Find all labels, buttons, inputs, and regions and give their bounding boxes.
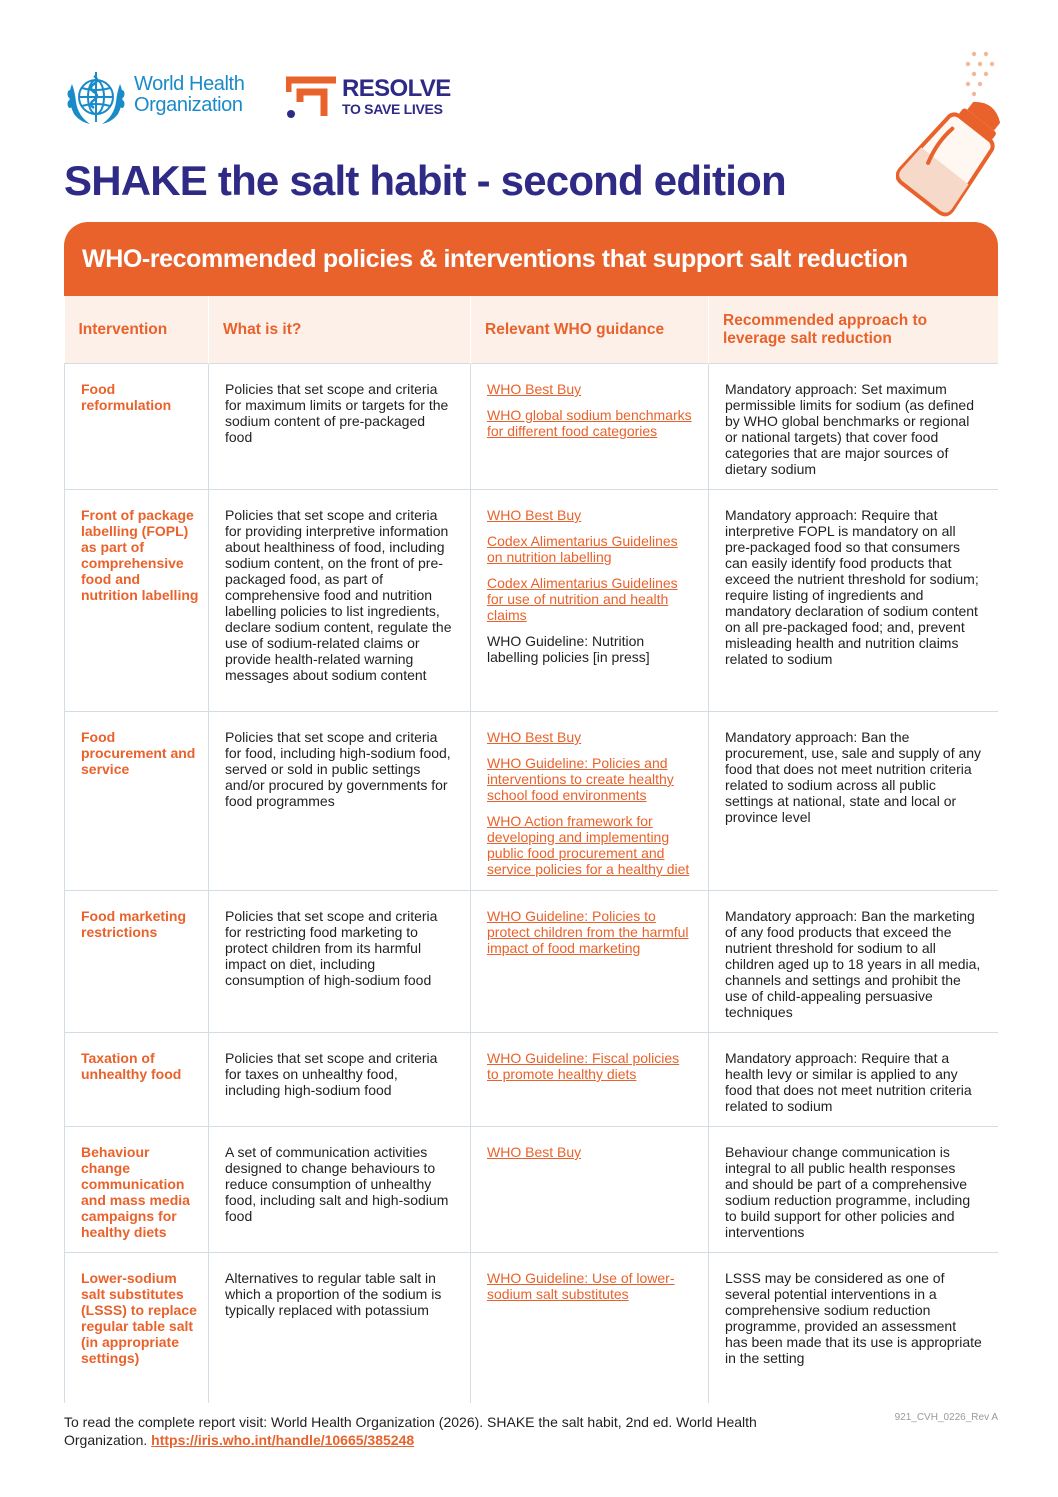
guidance-link[interactable]: WHO Action framework for developing and implementing public food procurement and service policies for a healthy diet: [487, 813, 690, 877]
table-row: [65, 1033, 999, 1127]
column-header-intervention: Intervention: [65, 296, 209, 364]
table-row: [65, 1253, 999, 1404]
approach-cell: Mandatory approach: Require that interpretive FOPL is mandatory on all pre-packaged food so that consumers can easily identify food products that exceed the nutrient threshold for sodium; require listing of ingredients and mandatory declaration of sodium content on all pre-packaged food; and, prevent misleading health and nutrition claims related to sodium: [709, 490, 999, 712]
guidance-link[interactable]: WHO Guideline: Use of lower-sodium salt substitutes: [487, 1270, 675, 1302]
guidance-link[interactable]: WHO Best Buy: [487, 507, 582, 523]
column-header-guidance: Relevant WHO guidance: [471, 296, 709, 364]
table-row: [65, 364, 999, 490]
who-emblem-icon: [64, 66, 128, 128]
rtsl-mark-icon: [286, 76, 338, 120]
guidance-link[interactable]: WHO Best Buy: [487, 1144, 582, 1160]
guidance-cell: [471, 1253, 709, 1404]
approach-cell: Mandatory approach: Ban the marketing of any food products that exceed the nutrient threshold for sodium to all children aged up to 18 years in all media, channels and settings and prohibit the use of child-appealing persuasive techniques: [709, 891, 999, 1033]
intervention-cell: Food procurement and service: [65, 712, 209, 891]
guidance-cell: [471, 1033, 709, 1127]
rtsl-wordmark-line1: RESOLVE: [342, 75, 451, 102]
what-cell: Policies that set scope and criteria for restricting food marketing to protect children from its harmful impact on diet, including consumption of high-sodium food: [209, 891, 471, 1033]
salt-shaker-icon: [896, 48, 1002, 218]
intervention-cell: Taxation of unhealthy food: [65, 1033, 209, 1127]
guidance-link[interactable]: WHO Guideline: Policies and interventions to create healthy school food environments: [487, 755, 674, 803]
what-cell: Policies that set scope and criteria for providing interpretive information about healthiness of food, including sodium content, on the front of pre-packaged food, as part of comprehensive food and nutrition labelling policies to list ingredients, declare sodium content, regulate the use of sodium-related claims or provide health-related warning messages about sodium content: [209, 490, 471, 712]
column-header-approach: Recommended approach to leverage salt reduction: [709, 296, 999, 364]
guidance-cell: [471, 1127, 709, 1253]
table-row: [65, 490, 999, 712]
what-cell: Policies that set scope and criteria for maximum limits or targets for the sodium content of pre-packaged food: [209, 364, 471, 490]
rtsl-logo[interactable]: [286, 76, 456, 122]
table-banner: WHO-recommended policies & interventions that support salt reduction: [64, 222, 998, 296]
what-cell: Policies that set scope and criteria for food, including high-sodium food, served or sold in public settings and/or procured by governments for food programmes: [209, 712, 471, 891]
guidance-link[interactable]: WHO Guideline: Fiscal policies to promote healthy diets: [487, 1050, 680, 1082]
table-header-row: [65, 296, 999, 364]
who-wordmark-line1: World Health: [134, 73, 245, 95]
who-wordmark: [134, 74, 244, 116]
page-title: SHAKE the salt habit - second edition: [64, 157, 786, 204]
guidance-link[interactable]: WHO Best Buy: [487, 381, 582, 397]
guidance-link[interactable]: Codex Alimentarius Guidelines for use of nutrition and health claims: [487, 575, 678, 623]
document-id: 921_CVH_0226_Rev A: [894, 1412, 998, 1423]
intervention-cell: Food reformulation: [65, 364, 209, 490]
report-link[interactable]: https://iris.who.int/handle/10665/385248: [151, 1432, 415, 1448]
guidance-cell: [471, 712, 709, 891]
what-cell: A set of communication activities designed to change behaviours to reduce consumption of unhealthy food, including salt and high-sodium food: [209, 1127, 471, 1253]
guidance-cell: [471, 891, 709, 1033]
rtsl-wordmark: [342, 76, 451, 117]
approach-cell: Mandatory approach: Set maximum permissible limits for sodium (as defined by WHO global benchmarks or regional or national targets) that cover food categories that are major sources of dietary sodium: [709, 364, 999, 490]
intervention-cell: Behaviour change communication and mass media campaigns for healthy diets: [65, 1127, 209, 1253]
who-wordmark-line2: Organization: [134, 94, 243, 116]
guidance-text: WHO Guideline: Nutrition labelling policies [in press]: [487, 633, 650, 665]
guidance-link[interactable]: Codex Alimentarius Guidelines on nutrition labelling: [487, 533, 678, 565]
column-header-what: What is it?: [209, 296, 471, 364]
table-row: [65, 891, 999, 1033]
footer-text: To read the complete report visit: World Health Organization (2026). SHAKE the salt habit, 2nd ed. World Health Organization.: [64, 1414, 757, 1448]
what-cell: Policies that set scope and criteria for taxes on unhealthy food, including high-sodium food: [209, 1033, 471, 1127]
guidance-cell: [471, 490, 709, 712]
guidance-link[interactable]: WHO Guideline: Policies to protect children from the harmful impact of food marketing: [487, 908, 689, 956]
policy-table: [64, 296, 998, 1403]
policy-table-card: [64, 222, 998, 1403]
intervention-cell: Food marketing restrictions: [65, 891, 209, 1033]
table-row: [65, 712, 999, 891]
approach-cell: LSSS may be considered as one of several potential interventions in a comprehensive sodium reduction programme, provided an assessment has been made that its use is appropriate in the setting: [709, 1253, 999, 1404]
rtsl-wordmark-line2: TO SAVE LIVES: [342, 101, 443, 117]
approach-cell: Mandatory approach: Ban the procurement, use, sale and supply of any food that does not meet nutrition criteria related to sodium across all public settings at national, state and local or province level: [709, 712, 999, 891]
approach-cell: Behaviour change communication is integral to all public health responses and should be part of a comprehensive sodium reduction programme, including to build support for other policies and interventions: [709, 1127, 999, 1253]
approach-cell: Mandatory approach: Require that a health levy or similar is applied to any food that does not meet nutrition criteria related to sodium: [709, 1033, 999, 1127]
intervention-cell: Front of package labelling (FOPL) as part of comprehensive food and nutrition labelling: [65, 490, 209, 712]
guidance-link[interactable]: WHO global sodium benchmarks for different food categories: [487, 407, 692, 439]
who-logo[interactable]: [64, 66, 264, 128]
guidance-link[interactable]: WHO Best Buy: [487, 729, 582, 745]
table-row: [65, 1127, 999, 1253]
guidance-cell: [471, 364, 709, 490]
what-cell: Alternatives to regular table salt in which a proportion of the sodium is typically replaced with potassium: [209, 1253, 471, 1404]
intervention-cell: Lower-sodium salt substitutes (LSSS) to replace regular table salt (in appropriate settings): [65, 1253, 209, 1404]
footer: [64, 1413, 764, 1449]
